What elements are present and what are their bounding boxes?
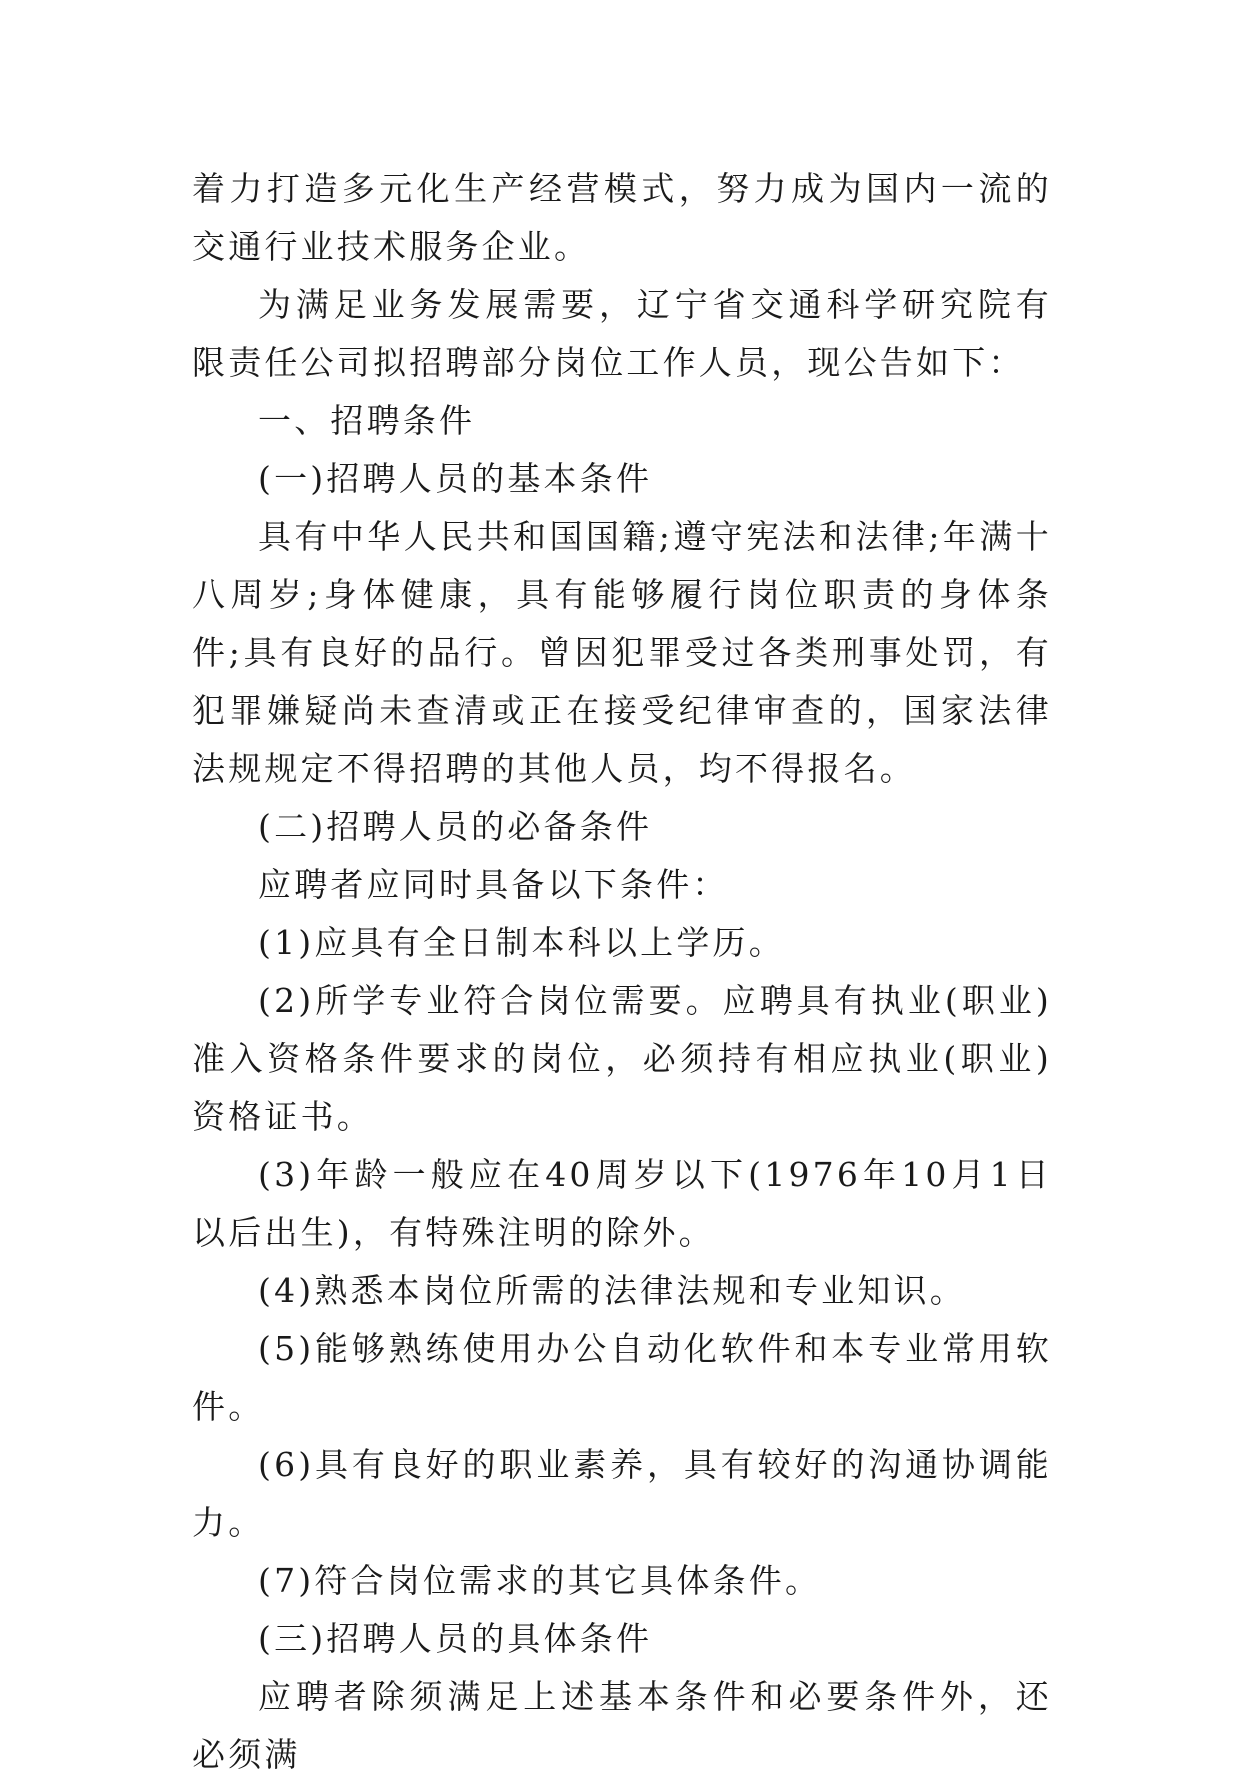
subsection-heading-specific: (三)招聘人员的具体条件 (258, 1619, 653, 1658)
paragraph-required-intro: 应聘者应同时具备以下条件： (258, 865, 729, 904)
paragraph-recruitment-notice: 为满足业务发展需要，辽宁省交通科学研究院有限责任公司拟招聘部分岗位工作人员，现公告如下： (192, 285, 1052, 382)
list-item-6: (6)具有良好的职业素养，具有较好的沟通协调能力。 (192, 1445, 1052, 1542)
section-heading-conditions: 一、招聘条件 (258, 401, 476, 440)
subsection-heading-required: (二)招聘人员的必备条件 (258, 807, 653, 846)
list-item-1: (1)应具有全日制本科以上学历。 (258, 923, 785, 962)
subsection-heading-basic: (一)招聘人员的基本条件 (258, 459, 653, 498)
list-item-5: (5)能够熟练使用办公自动化软件和本专业常用软件。 (192, 1329, 1052, 1426)
list-item-3: (3)年龄一般应在40周岁以下(1976年10月1日以后出生)，有特殊注明的除外。 (192, 1155, 1052, 1252)
paragraph-intro-continuation: 着力打造多元化生产经营模式，努力成为国内一流的交通行业技术服务企业。 (192, 169, 1052, 266)
paragraph-specific-conditions: 应聘者除须满足上述基本条件和必要条件外，还必须满 (192, 1677, 1052, 1774)
list-item-4: (4)熟悉本岗位所需的法律法规和专业知识。 (258, 1271, 966, 1310)
body-text (192, 160, 1052, 1784)
list-item-7: (7)符合岗位需求的其它具体条件。 (258, 1561, 822, 1600)
paragraph-basic-conditions: 具有中华人民共和国国籍;遵守宪法和法律;年满十八周岁;身体健康，具有能够履行岗位职责的身体条件;具有良好的品行。曾因犯罪受过各类刑事处罚，有犯罪嫌疑尚未查清或正在接受纪律审查的，国家法律法规规定不得招聘的其他人员，均不得报名。 (192, 517, 1052, 788)
list-item-2: (2)所学专业符合岗位需要。应聘具有执业(职业)准入资格条件要求的岗位，必须持有相应执业(职业)资格证书。 (192, 981, 1052, 1136)
